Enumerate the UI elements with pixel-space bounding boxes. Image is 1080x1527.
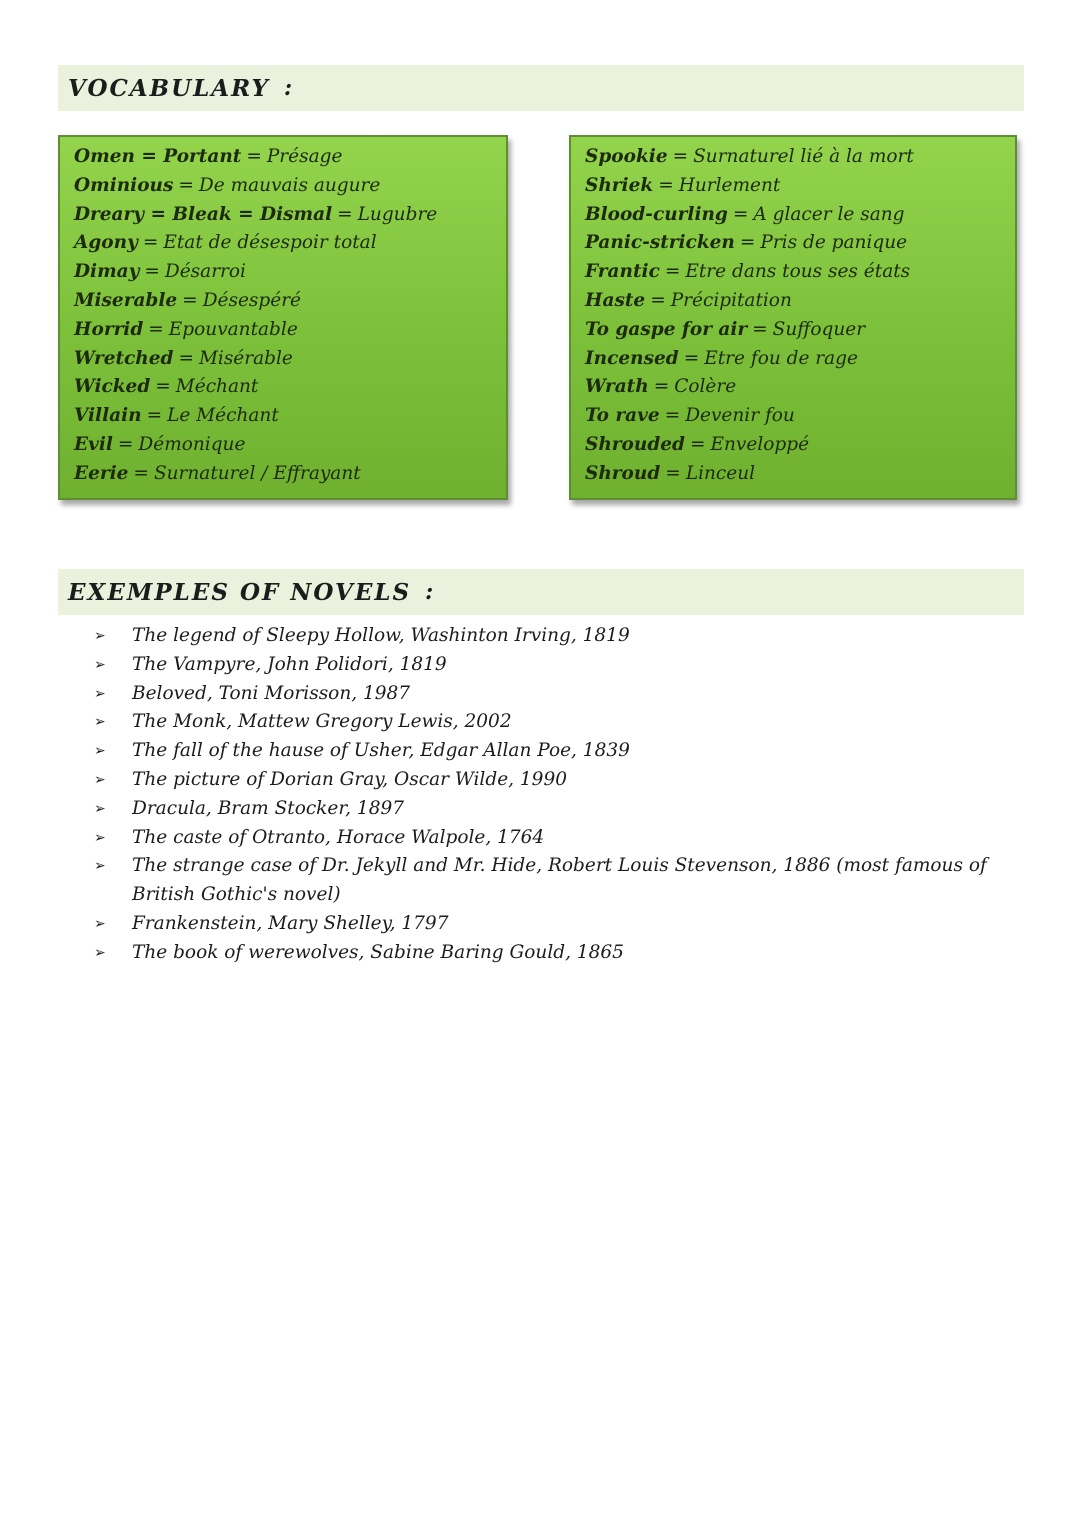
vocab-entry: To rave = Devenir fou (585, 405, 795, 427)
list-item: ➢ The picture of Dorian Gray, Oscar Wilde, 1990 (94, 766, 994, 795)
list-item: ➢ The strange case of Dr. Jekyll and Mr. Hide, Robert Louis Stevenson, 1886 (most famous of British Gothic's novel) (94, 852, 994, 910)
vocab-entry: Haste = Précipitation (585, 289, 792, 311)
vocab-entry: Shroud = Linceul (585, 462, 756, 484)
vocab-entry: Wicked = Méchant (74, 376, 259, 398)
list-item: ➢ The Vampyre, John Polidori, 1819 (94, 651, 994, 680)
vocab-entry: Miserable = Désespéré (74, 289, 301, 311)
arrow-bullet-icon: ➢ (94, 944, 106, 961)
arrow-bullet-icon: ➢ (94, 628, 106, 644)
vocab-entry: Horrid = Epouvantable (74, 318, 298, 340)
vocabulary-header (58, 65, 1024, 111)
arrow-bullet-icon: ➢ (94, 829, 106, 846)
list-item: ➢ The caste of Otranto, Horace Walpole, 1764 (94, 824, 994, 853)
vocab-entry: Evil = Démonique (74, 433, 246, 455)
vocab-entry: Frantic = Etre dans tous ses états (585, 261, 911, 283)
arrow-bullet-icon: ➢ (94, 800, 106, 817)
list-item: ➢ Dracula, Bram Stocker, 1897 (94, 795, 994, 824)
vocab-entry: Panic-stricken = Pris de panique (585, 232, 908, 254)
vocab-entry: Eerie = Surnaturel / Effrayant (74, 462, 361, 484)
vocab-entry: Omen = Portant = Présage (74, 146, 343, 167)
list-item: ➢ The legend of Sleepy Hollow, Washinton Irving, 1819 (94, 622, 994, 651)
novels-colon: : (425, 579, 434, 605)
arrow-bullet-icon: ➢ (94, 714, 106, 731)
vocab-entry: Wrath = Colère (585, 376, 737, 398)
vocab-entry: Spookie = Surnaturel lié à la mort (585, 146, 914, 167)
arrow-bullet-icon: ➢ (94, 915, 106, 932)
vocab-entry: Villain = Le Méchant (74, 405, 279, 427)
vocab-entry: Dreary = Bleak = Dismal = Lugubre (74, 203, 438, 225)
list-item: ➢ Beloved, Toni Morisson, 1987 (94, 680, 994, 709)
vocab-entry: Ominious = De mauvais augure (74, 174, 381, 196)
novels-list (94, 622, 994, 968)
list-item: ➢ The fall of the hause of Usher, Edgar Allan Poe, 1839 (94, 737, 994, 766)
vocab-entry: Shrouded = Enveloppé (585, 433, 810, 455)
vocabulary-box-right (569, 135, 1017, 500)
vocab-entry: Blood-curling = A glacer le sang (585, 203, 905, 225)
arrow-bullet-icon: ➢ (94, 656, 106, 673)
arrow-bullet-icon: ➢ (94, 743, 106, 760)
list-item: ➢ The Monk, Mattew Gregory Lewis, 2002 (94, 708, 994, 737)
vocabulary-colon: : (283, 75, 293, 101)
arrow-bullet-icon: ➢ (94, 858, 106, 875)
arrow-bullet-icon: ➢ (94, 771, 106, 788)
novels-header (58, 569, 1024, 615)
arrow-bullet-icon: ➢ (94, 685, 106, 702)
vocab-entry: Wretched = Misérable (74, 347, 293, 369)
vocabulary-box-left (58, 135, 508, 500)
vocab-entry: Incensed = Etre fou de rage (585, 347, 858, 369)
vocab-entry: Shriek = Hurlement (585, 174, 781, 196)
vocab-entry: To gaspe for air = Suffoquer (585, 318, 866, 340)
vocab-entry: Dimay = Désarroi (74, 261, 246, 283)
list-item: ➢ Frankenstein, Mary Shelley, 1797 (94, 910, 994, 939)
novels-title: EXEMPLES OF NOVELS (68, 578, 412, 606)
vocabulary-title: VOCABULARY (68, 74, 270, 102)
vocab-entry: Agony = Etat de désespoir total (74, 232, 377, 254)
list-item: ➢ The book of werewolves, Sabine Baring Gould, 1865 (94, 939, 994, 968)
